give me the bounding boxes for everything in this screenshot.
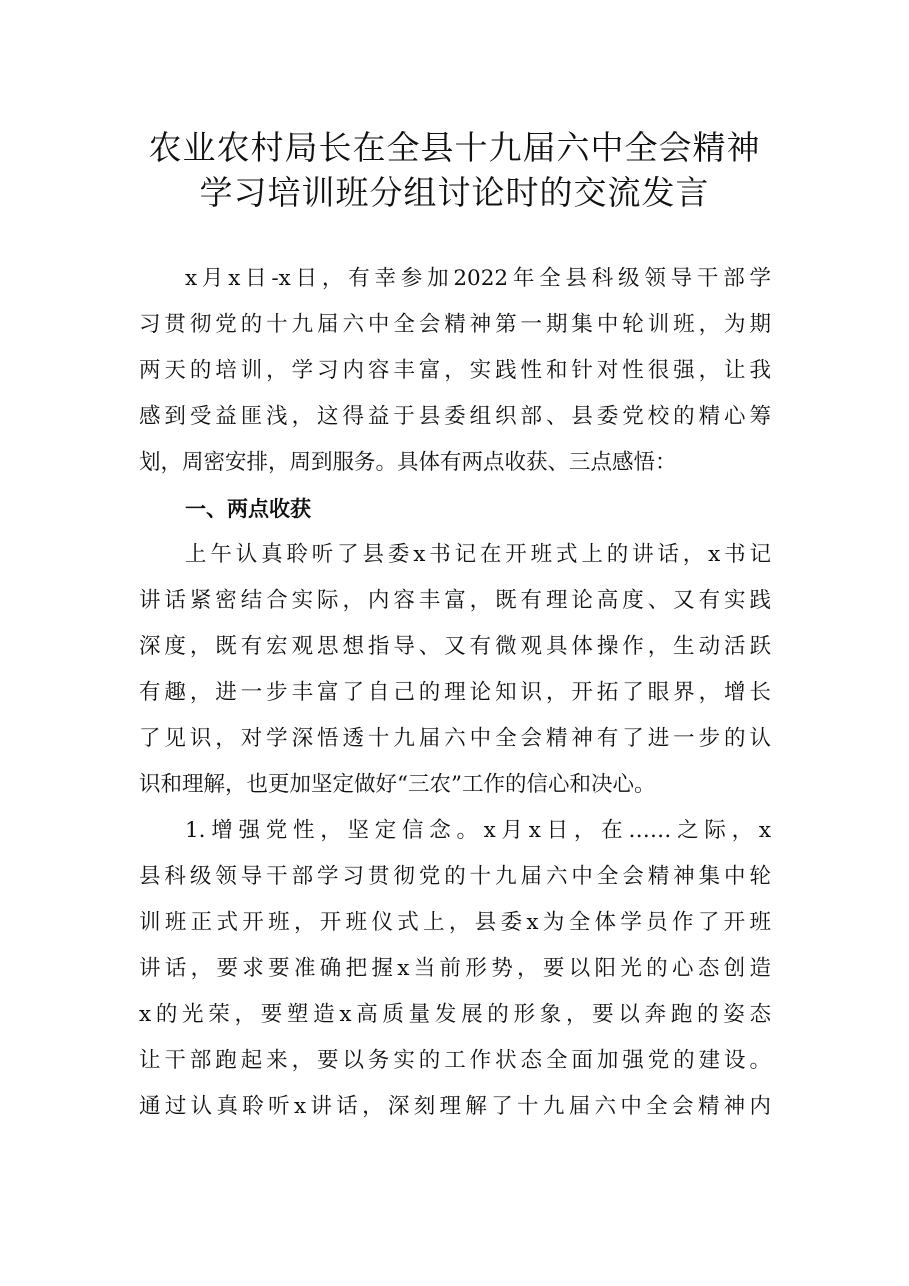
paragraph-1-line-1: x月x日-x日，有幸参加2022年全县科级领导干部学	[185, 266, 771, 291]
paragraph-2-line-6: 识和理解，也更加坚定做好“三农”工作的信心和决心。	[139, 772, 656, 797]
document-body	[139, 256, 771, 1130]
paragraph-3-line-1: 1.增强党性，坚定信念。x月x日，在……之际，x	[185, 818, 771, 843]
paragraph-3-line-7: 通过认真聆听x讲话，深刻理解了十九届六中全会精神内	[139, 1094, 771, 1119]
section-heading: 一、两点收获	[185, 497, 311, 521]
paragraph-1-line-3: 两天的培训，学习内容丰富，实践性和针对性很强，让我	[139, 358, 771, 383]
paragraph-2-line-4: 有趣，进一步丰富了自己的理论知识，开拓了眼界，增长	[139, 680, 771, 705]
paragraph-3-line-4: 讲话，要求要准确把握x当前形势，要以阳光的心态创造	[139, 956, 771, 981]
document-title-line-1: 农业农村局长在全县十九届六中全会精神	[148, 128, 761, 167]
paragraph-1-line-4: 感到受益匪浅，这得益于县委组织部、县委党校的精心筹	[139, 404, 771, 429]
paragraph-1-line-2: 习贯彻党的十九届六中全会精神第一期集中轮训班，为期	[139, 312, 771, 337]
paragraph-3-line-3: 训班正式开班，开班仪式上，县委x为全体学员作了开班	[139, 910, 771, 935]
paragraph-3-line-6: 让干部跑起来，要以务实的工作状态全面加强党的建设。	[139, 1048, 771, 1073]
paragraph-2-line-1: 上午认真聆听了县委x书记在开班式上的讲话，x书记	[185, 542, 771, 567]
paragraph-2-line-2: 讲话紧密结合实际，内容丰富，既有理论高度、又有实践	[139, 588, 771, 613]
document-title-line-2: 学习培训班分组讨论时的交流发言	[199, 173, 710, 212]
paragraph-3-line-2: 县科级领导干部学习贯彻党的十九届六中全会精神集中轮	[139, 864, 771, 889]
paragraph-2-line-3: 深度，既有宏观思想指导、又有微观具体操作，生动活跃	[139, 634, 771, 659]
paragraph-2-line-5: 了见识，对学深悟透十九届六中全会精神有了进一步的认	[139, 726, 771, 751]
paragraph-1-line-5: 划，周密安排，周到服务。具体有两点收获、三点感悟：	[139, 450, 677, 475]
paragraph-3-line-5: x的光荣，要塑造x高质量发展的形象，要以奔跑的姿态	[139, 1002, 771, 1027]
